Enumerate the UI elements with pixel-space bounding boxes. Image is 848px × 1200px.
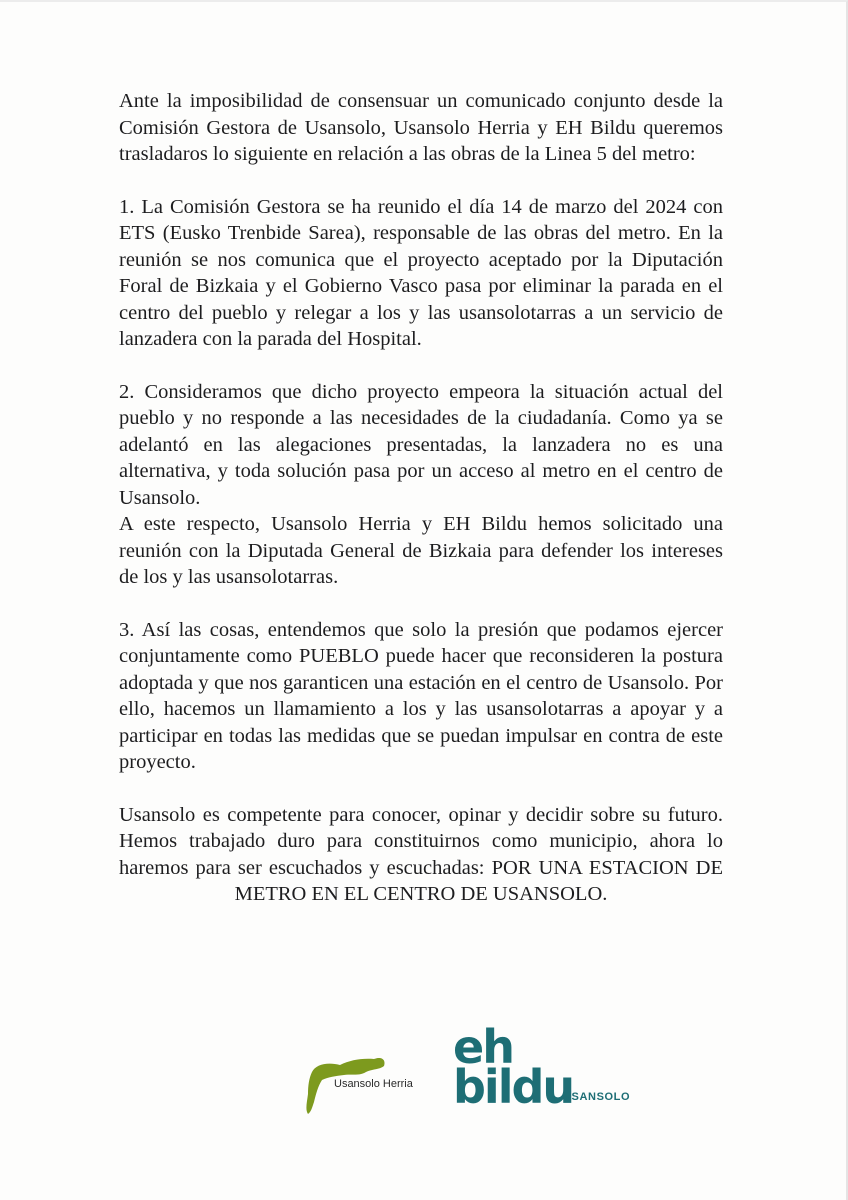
- eh-bildu-logo: [451, 1020, 651, 1124]
- eh-bildu-subtitle: USANSOLO: [563, 1091, 631, 1103]
- point-2-paragraph: 2. Consideramos que dicho proyecto empeora la situación actual del pueblo y no responde a las necesidades de la ciudadanía. Como ya se adelantó en las alegaciones presentadas, la lanzadera no es una alternativa, y toda solución pasa por un acceso al metro en el centro de Usansolo.: [119, 380, 723, 509]
- closing-paragraph: Usansolo es competente para conocer, opinar y decidir sobre su futuro. Hemos trabajado duro para constituirnos como municipio, ahora lo haremos para ser escuchados y escuchadas: POR UNA ESTACION DE METRO EN EL CENTRO DE USANSOLO.: [119, 803, 723, 905]
- letter-body: [119, 88, 723, 908]
- point-3-paragraph: 3. Así las cosas, entendemos que solo la presión que podamos ejercer conjuntamente como PUEBLO puede hacer que reconsideren la postura adoptada y que nos garanticen una estación en el centro de Usansolo. Por ello, hacemos un llamamiento a los y las usansolotarras a apoyar y a participar en todas las medidas que se puedan impulsar en contra de este proyecto.: [119, 618, 723, 773]
- point-2-followup-paragraph: A este respecto, Usansolo Herria y EH Bildu hemos solicitado una reunión con la Diputada General de Bizkaia para defender los intereses de los y las usansolotarras.: [119, 513, 723, 588]
- usansolo-herria-logo: [300, 1050, 440, 1120]
- usansolo-herria-label: Usansolo Herria: [334, 1078, 413, 1090]
- eh-bildu-logo-line1: eh: [453, 1020, 513, 1074]
- point-1-paragraph: 1. La Comisión Gestora se ha reunido el día 14 de marzo del 2024 con ETS (Eusko Trenbide Sarea), responsable de las obras del metro. En la reunión se nos comunica que el proyecto aceptado por la Diputación Foral de Bizkaia y el Gobierno Vasco pasa por eliminar la parada en el centro del pueblo y relegar a los y las usansolotarras a un servicio de lanzadera con la parada del Hospital.: [119, 195, 723, 350]
- intro-paragraph: Ante la imposibilidad de consensuar un comunicado conjunto desde la Comisión Gestora de Usansolo, Usansolo Herria y EH Bildu queremos trasladaros lo siguiente en relación a las obras de la Linea 5 del metro:: [119, 90, 723, 165]
- eh-bildu-logo-line2: bildu: [453, 1060, 574, 1114]
